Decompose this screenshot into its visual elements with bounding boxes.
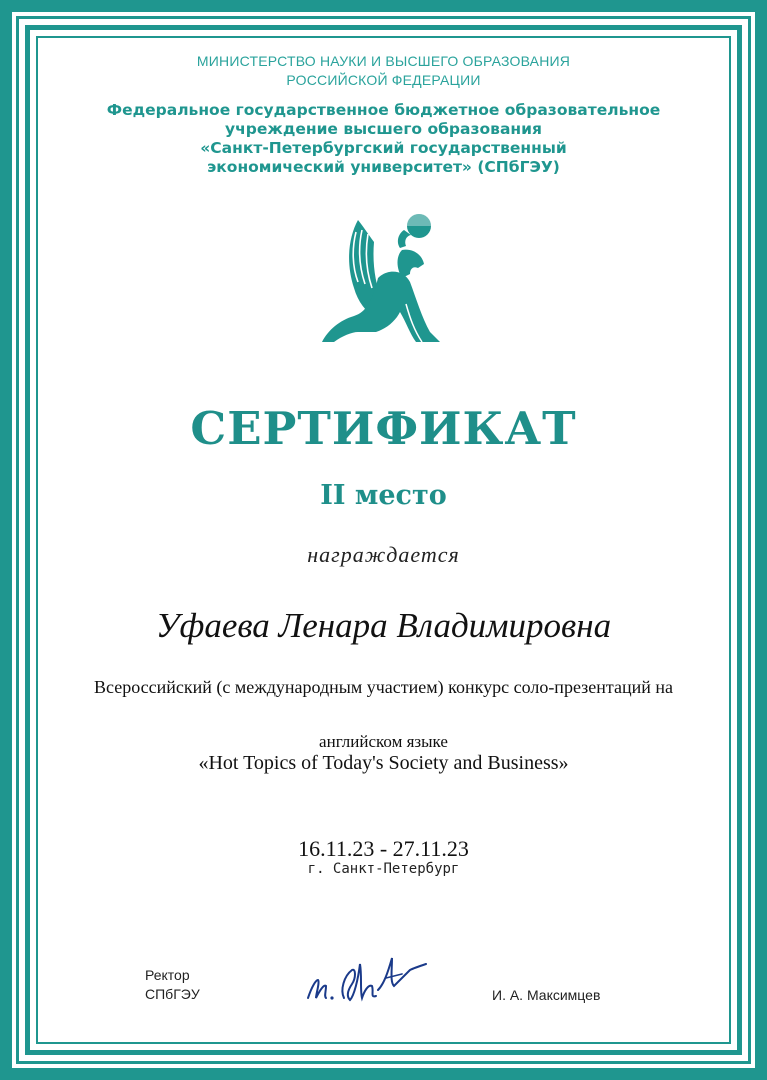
signatory-role [145, 966, 225, 1004]
city: г. Санкт-Петербург [307, 861, 460, 877]
ministry-line-2: РОССИЙСКОЙ ФЕДЕРАЦИИ [286, 72, 481, 88]
contest-title: «Hot Topics of Today's Society and Business» [198, 752, 569, 774]
institution-line-2: учреждение высшего образования [225, 120, 542, 138]
contest-description-line-1: Всероссийский (с международным участием) конкурс соло-презентаций на [94, 677, 673, 697]
recipient-name: Уфаева Ленара Владимировна [155, 606, 612, 645]
award-place: II место [320, 480, 447, 511]
awarded-label: награждается [307, 542, 460, 567]
handwritten-signature-icon [300, 950, 435, 1010]
signatory-role-line-2: СПбГЭУ [145, 986, 200, 1002]
ministry-line-1: МИНИСТЕРСТВО НАУКИ И ВЫСШЕГО ОБРАЗОВАНИЯ [196, 53, 571, 69]
inner-border [36, 36, 731, 1044]
certificate-title: СЕРТИФИКАТ [190, 402, 577, 455]
signatory-role-line-1: Ректор [145, 967, 190, 983]
griffin-logo-icon [318, 208, 450, 348]
institution-line-3: «Санкт-Петербургский государственный [200, 139, 567, 157]
contest-description-line-2: английском языке [319, 732, 448, 751]
signatory-name: И. А. Максимцев [492, 987, 601, 1003]
institution-name [0, 101, 767, 177]
contest-dates: 16.11.23 - 27.11.23 [298, 836, 469, 861]
institution-line-1: Федеральное государственное бюджетное образовательное [106, 101, 661, 119]
institution-line-4: экономический университет» (СПбГЭУ) [207, 158, 560, 176]
ministry-header [0, 52, 767, 90]
